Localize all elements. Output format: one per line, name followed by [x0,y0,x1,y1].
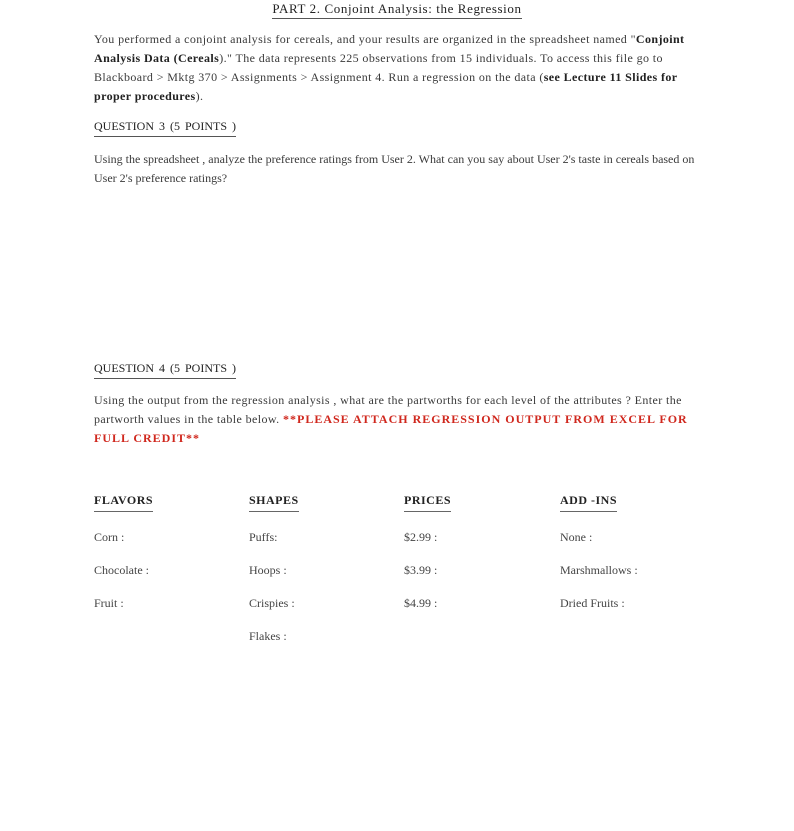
shape-item: Hoops : [249,563,287,577]
question-4-text: Using the output from the regression analysis , what are the partworths for each level of the attributes ? Enter the partworth values in the table below. [94,393,682,426]
question-4-red-notice: **PLEASE ATTACH REGRESSION OUTPUT FROM EXCEL FOR FULL CREDIT** [94,412,688,445]
intro-file-name: Conjoint Analysis Data (Cereals [94,32,685,65]
shape-item: Flakes : [249,629,287,643]
intro-text-2: )." The data represents 225 observations from 15 individuals. To access this file go to Blackboard > Mktg 370 > Assignments > Assignment 4. Run a regression on the data ( [94,51,663,84]
flavor-item: Fruit : [94,596,124,610]
addin-item: Marshmallows : [560,563,638,577]
flavors-heading: FLAVORS [94,493,153,512]
shapes-column [249,491,389,662]
intro-text-1: You performed a conjoint analysis for cereals, and your results are organized in the spreadsheet named " [94,32,636,46]
prices-heading: PRICES [404,493,451,512]
question-3-heading: QUESTION 3 (5 POINTS ) [94,119,236,137]
price-item: $4.99 : [404,596,438,610]
shape-item: Puffs: [249,530,278,544]
shapes-heading: SHAPES [249,493,299,512]
question-4-heading: QUESTION 4 (5 POINTS ) [94,361,236,379]
flavors-column [94,491,234,629]
question-4-paragraph [94,391,696,448]
page-title-wrap [0,0,794,19]
intro-paragraph [94,30,696,106]
flavor-item: Chocolate : [94,563,149,577]
question-3-text: Using the spreadsheet , analyze the preference ratings from User 2. What can you say about User 2's taste in cereals based on User 2's preference ratings? [94,152,695,185]
shape-item: Crispies : [249,596,295,610]
addins-heading: ADD -INS [560,493,617,512]
addin-item: None : [560,530,593,544]
page-title: PART 2. Conjoint Analysis: the Regression [272,1,521,19]
prices-column [404,491,544,629]
price-item: $3.99 : [404,563,438,577]
addin-item: Dried Fruits : [560,596,625,610]
addins-column [560,491,760,629]
intro-see-lecture: see Lecture 11 Slides for proper procedures [94,70,678,103]
flavor-item: Corn : [94,530,125,544]
price-item: $2.99 : [404,530,438,544]
intro-text-3: ). [195,89,204,103]
